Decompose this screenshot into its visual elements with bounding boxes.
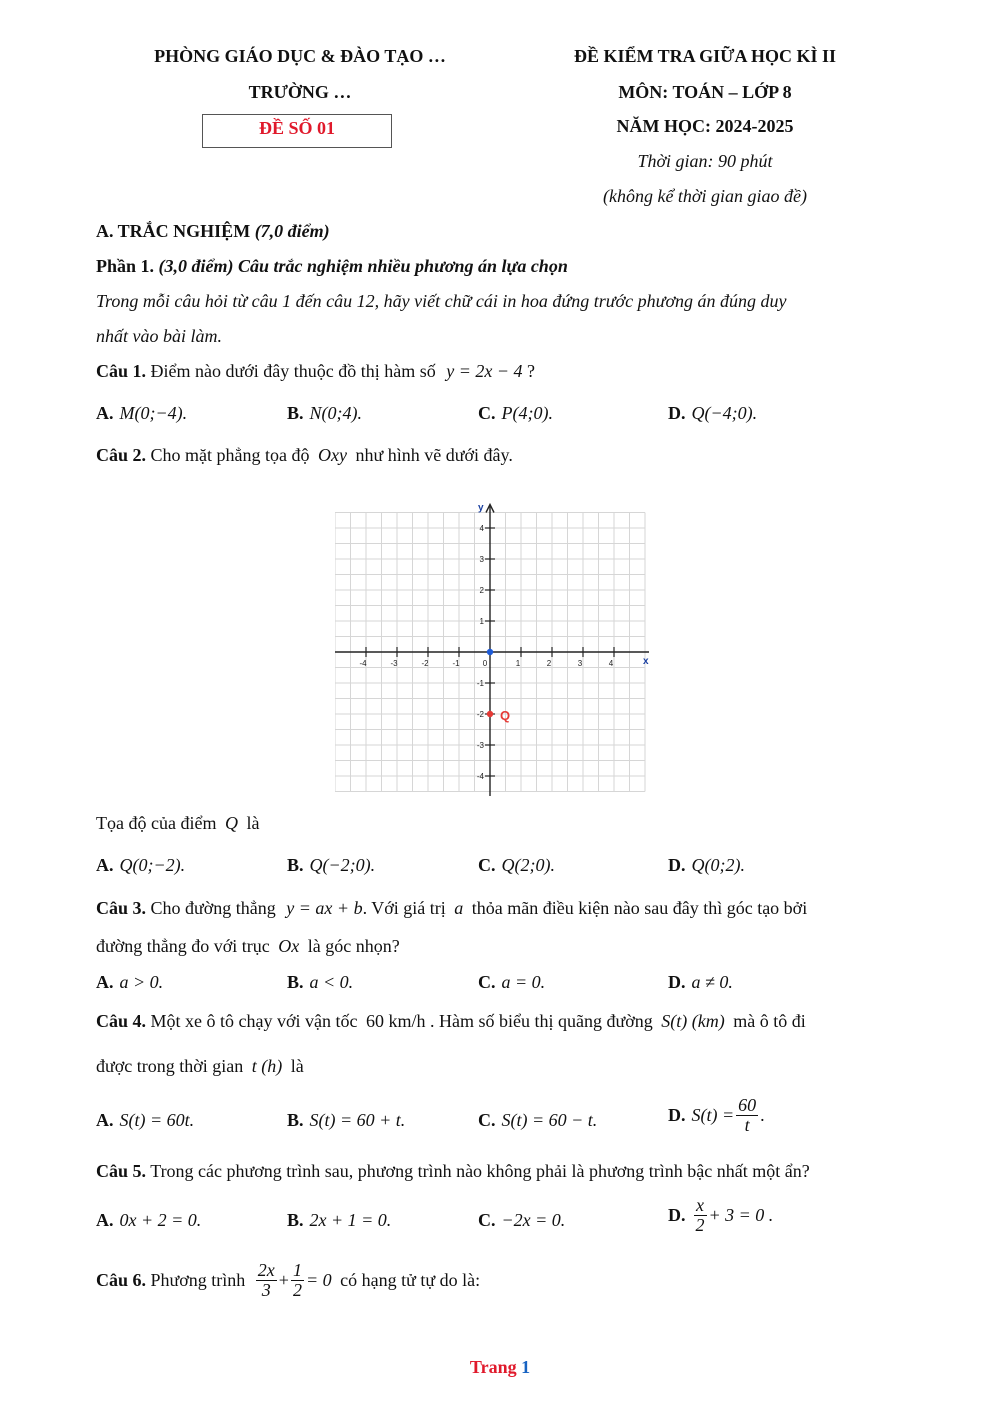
part1-instruction-line1: Trong mỗi câu hỏi từ câu 1 đến câu 12, hãy viết chữ cái in hoa đứng trước phương án đúng duy	[96, 291, 787, 311]
x-tick-label: -1	[452, 659, 460, 668]
q1-option-c: C. P(4;0).	[478, 403, 553, 423]
part1-title	[96, 256, 568, 277]
q4-option-c: C. S(t) = 60 − t.	[478, 1110, 598, 1130]
y-tick-label: 1	[479, 617, 484, 626]
q5-option-a: A. 0x + 2 = 0.	[96, 1210, 202, 1230]
x-tick-label: 2	[546, 659, 552, 668]
q1-label: Câu 1.	[96, 361, 147, 381]
q5-option-b: B. 2x + 1 = 0.	[287, 1210, 392, 1230]
q6-eq: = 0	[305, 1269, 332, 1290]
q3-formula: y = ax + b	[286, 898, 363, 918]
q4-line2-end: là	[290, 1056, 304, 1076]
q3-option-c: C. a = 0.	[478, 972, 546, 992]
q5-label: Câu 5.	[96, 1161, 147, 1181]
x-tick-label: 4	[608, 659, 614, 668]
x-tick-label: 3	[577, 659, 583, 668]
q3-label: Câu 3.	[96, 898, 147, 918]
footer-page-number: 1	[521, 1357, 531, 1377]
part1-instruction-line2: nhất vào bài làm.	[96, 326, 222, 346]
q6-fraction-2: $\frac{1}{2}$	[292, 1260, 302, 1300]
q2-prompt-var: Q	[224, 813, 238, 833]
q4-text: Một xe ô tô chạy với vận tốc	[150, 1011, 358, 1031]
q4-speed: 60 km/h	[366, 1011, 426, 1031]
q2-option-c: C. Q(2;0).	[478, 855, 555, 875]
section-a-points: (7,0 điểm)	[254, 221, 330, 241]
q2-prompt	[96, 813, 259, 834]
q6-text: Phương trình	[150, 1269, 246, 1290]
q3-option-b: B. a < 0.	[287, 972, 354, 992]
y-tick-label: -4	[476, 772, 484, 781]
q2-option-a: A. Q(0;−2).	[96, 855, 186, 875]
q4-option-a: A. S(t) = 60t.	[96, 1110, 195, 1130]
q6-fraction-1: $\frac{2x}{3}$	[257, 1260, 275, 1300]
q3-line2-var: Ox	[278, 936, 300, 956]
q4-option-d-fraction: $\frac{60}{t}$	[738, 1095, 757, 1135]
header-right-line2: MÔN: TOÁN – LỚP 8	[618, 82, 792, 102]
footer-page-word: Trang	[469, 1357, 517, 1377]
q5-option-c: C. −2x = 0.	[478, 1210, 566, 1230]
coordinate-plane	[335, 478, 665, 796]
q3-text2: . Với giá trị	[362, 898, 446, 918]
q4-stem	[96, 1011, 806, 1032]
y-tick-label: -3	[476, 741, 484, 750]
q1-option-d: D. Q(−4;0).	[668, 403, 758, 423]
q4-option-d: D. S(t) = $\frac{60}{t}$ .	[668, 1095, 765, 1135]
section-a-title	[96, 221, 330, 242]
exam-time: Thời gian: 90 phút	[637, 151, 773, 171]
q5-option-d: D. $\frac{x}{2}$ + 3 = 0 .	[668, 1195, 774, 1235]
point-origin	[487, 649, 493, 655]
q4-line2-var: t (h)	[251, 1056, 283, 1076]
q1-text: Điểm nào dưới đây thuộc đồ thị hàm số	[150, 361, 436, 381]
q2-label: Câu 2.	[96, 445, 147, 465]
q3-line2-a: đường thẳng đo với trục	[96, 936, 270, 956]
y-tick-label: -2	[476, 710, 484, 719]
q4-label: Câu 4.	[96, 1011, 147, 1031]
x-tick-label: 0	[482, 659, 488, 668]
q3-line2-b: là góc nhọn?	[307, 936, 400, 956]
q3-option-d: D. a ≠ 0.	[668, 972, 733, 992]
q6-stem: Câu 6. Phương trình $\frac{2x}{3}$ + $\frac{1}{2}$ = 0 có hạng tử tự do là:	[96, 1260, 481, 1300]
x-tick-label: -4	[359, 659, 367, 668]
q2-option-b: B. Q(−2;0).	[287, 855, 376, 875]
q2-stem	[96, 445, 513, 466]
q6-label: Câu 6.	[96, 1269, 147, 1290]
q2-formula: Oxy	[318, 445, 347, 465]
q2-text-end: như hình vẽ dưới đây.	[355, 445, 513, 465]
q2-option-d: D. Q(0;2).	[668, 855, 745, 875]
y-tick-label: 3	[479, 555, 484, 564]
q2-prompt-end: là	[246, 813, 260, 833]
part1-subtitle: (3,0 điểm) Câu trắc nghiệm nhiều phương án lựa chọn	[158, 256, 568, 276]
q4-func: S(t) (km)	[661, 1011, 725, 1031]
x-tick-label: -3	[390, 659, 398, 668]
y-axis-label: y	[478, 502, 484, 514]
q3-stem	[96, 898, 807, 919]
q5-stem	[96, 1161, 810, 1182]
q5-text: Trong các phương trình sau, phương trình nào không phải là phương trình bậc nhất một ẩn?	[150, 1161, 810, 1181]
q1-end: ?	[527, 361, 536, 381]
q1-option-a: A. M(0;−4).	[96, 403, 188, 423]
y-tick-label: 4	[479, 524, 484, 533]
q4-text2: . Hàm số biểu thị quãng đường	[430, 1011, 653, 1031]
point-q	[487, 711, 493, 717]
x-tick-label: -2	[421, 659, 429, 668]
page-footer	[0, 1357, 1000, 1378]
q4-line2: được trong thời gian	[96, 1056, 244, 1076]
q4-text3: mà ô tô đi	[733, 1011, 806, 1031]
q2-prompt-text: Tọa độ của điểm	[96, 813, 217, 833]
x-axis-label: x	[643, 656, 649, 667]
y-tick-label: -1	[476, 679, 484, 688]
header-left-line1: PHÒNG GIÁO DỤC & ĐÀO TẠO …	[154, 46, 446, 66]
q3-var: a	[454, 898, 464, 918]
q3-stem-line2	[96, 936, 400, 957]
q3-text3: thỏa mãn điều kiện nào sau đây thì góc tạo bởi	[471, 898, 808, 918]
q1-stem	[96, 361, 535, 382]
header-right-line1: ĐỀ KIỂM TRA GIỮA HỌC KÌ II	[573, 46, 837, 66]
exam-code-box: ĐỀ SỐ 01	[202, 114, 392, 148]
q3-text: Cho đường thẳng	[150, 898, 276, 918]
q4-option-b: B. S(t) = 60 + t.	[287, 1110, 406, 1130]
q6-text-end: có hạng tử tự do là:	[340, 1269, 481, 1290]
y-tick-label: 2	[479, 586, 484, 595]
section-a-label: A. TRẮC NGHIỆM	[96, 221, 251, 241]
header-right-line3: NĂM HỌC: 2024-2025	[616, 116, 794, 136]
q4-stem-line2	[96, 1056, 304, 1077]
exam-time-note: (không kể thời gian giao đề)	[602, 186, 808, 206]
q2-text: Cho mặt phẳng tọa độ	[150, 445, 310, 465]
q5-option-d-fraction: $\frac{x}{2}$	[695, 1195, 705, 1235]
header-left-line2: TRƯỜNG …	[248, 82, 352, 102]
point-label-q: Q	[500, 708, 511, 723]
q1-option-b: B. N(0;4).	[287, 403, 363, 423]
x-tick-label: 1	[515, 659, 521, 668]
part1-label: Phần 1.	[96, 256, 155, 276]
q1-formula: y = 2x − 4	[446, 361, 523, 381]
q3-option-a: A. a > 0.	[96, 972, 164, 992]
